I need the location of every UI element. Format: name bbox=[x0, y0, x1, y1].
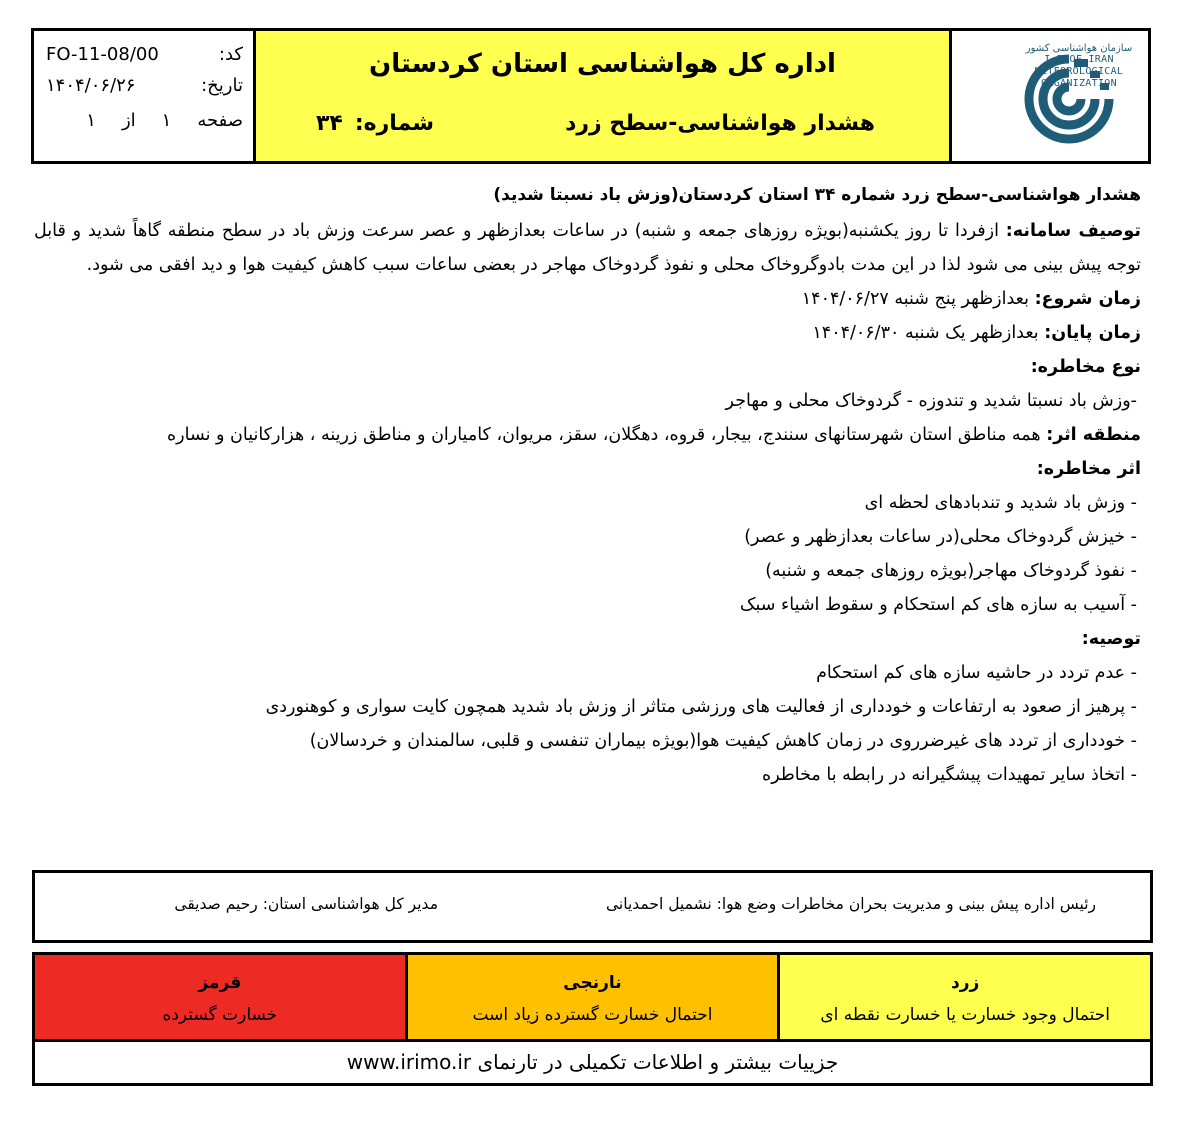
end-value: بعدازظهر یک شنبه ۱۴۰۴/۰۶/۳۰ bbox=[812, 323, 1039, 343]
legend-yellow bbox=[780, 955, 1150, 1039]
forecast-head-signature: رئیس اداره پیش بینی و مدیریت بحران مخاطرات وضع هوا: نشمیل احمدیانی bbox=[606, 895, 1096, 913]
effect-item: - وزش باد شدید و تندبادهای لحظه ای bbox=[864, 493, 1137, 513]
website-line: جزییات بیشتر و اطلاعات تکمیلی در تارنمای www.irimo.ir bbox=[346, 1050, 839, 1074]
area-value: همه مناطق استان شهرستانهای سنندج، بیجار، قروه، دهگلان، سقز، مریوان، کامیاران و مناطق زرینه ، هزارکانیان و نساره bbox=[167, 425, 1041, 445]
legend-orange bbox=[408, 955, 781, 1039]
advice-item: - خودداری از تردد های غیرضرروی در زمان کاهش کیفیت هوا(بویژه بیماران تنفسی و قلبی، سالمندان و خردسالان) bbox=[309, 731, 1137, 751]
hazard-type-heading bbox=[34, 350, 1141, 384]
page-total: ۱ bbox=[86, 110, 96, 131]
advice-heading bbox=[34, 622, 1141, 656]
document-header bbox=[31, 28, 1151, 164]
number-label: شماره: bbox=[354, 111, 434, 136]
warning-subject: هشدار هواشناسی-سطح زرد شماره ۳۴ استان کردستان(وزش باد نسبتا شدید) bbox=[493, 185, 1141, 205]
legend-red-desc: خسارت گسترده bbox=[162, 1005, 278, 1025]
legend-red-title: قرمز bbox=[198, 973, 242, 993]
legend-levels bbox=[35, 955, 1150, 1042]
effect-item: - آسیب به سازه های کم استحکام و سقوط اشیاء سبک bbox=[739, 595, 1137, 615]
logo-en-line3: ORGANIZATION bbox=[1041, 78, 1117, 89]
start-label: زمان شروع: bbox=[1034, 289, 1141, 309]
title-box bbox=[256, 31, 952, 161]
legend-yellow-title: زرد bbox=[951, 973, 980, 993]
code-value: FO-11-08/00 bbox=[46, 44, 159, 65]
legend-red bbox=[35, 955, 408, 1039]
document-meta-box bbox=[34, 31, 256, 161]
logo-en-line2: METEOROLOGICAL bbox=[1034, 66, 1124, 77]
warning-level-legend bbox=[32, 952, 1153, 1086]
date-row bbox=[46, 70, 243, 101]
page-current: ۱ bbox=[161, 110, 172, 131]
date-value: ۱۴۰۴/۰۶/۲۶ bbox=[46, 75, 136, 96]
affected-area bbox=[34, 418, 1141, 452]
legend-orange-desc: احتمال خسارت گسترده زیاد است bbox=[472, 1005, 713, 1025]
start-time bbox=[34, 282, 1141, 316]
end-time bbox=[34, 316, 1141, 350]
code-label: کد: bbox=[218, 44, 243, 65]
system-label: توصیف سامانه: bbox=[1005, 221, 1141, 241]
legend-orange-title: نارنجی bbox=[563, 973, 622, 993]
advice-item: - عدم تردد در حاشیه سازه های کم استحکام bbox=[816, 663, 1137, 683]
advice-label: توصیه: bbox=[1081, 629, 1141, 649]
date-label: تاریخ: bbox=[201, 75, 243, 96]
effects-label: اثر مخاطره: bbox=[1036, 459, 1141, 479]
page-of: از bbox=[121, 110, 136, 131]
system-description bbox=[34, 214, 1141, 282]
system-text: ازفردا تا روز یکشنبه(بویژه روزهای جمعه و شنبه) در ساعات بعدازظهر و عصر سرعت وزش باد در سطح منطقه گاهاً شدید و قابل توجه پیش بینی می شود لذا در این مدت بادوگروخاک محلی و نفوذ گردوخاک مهاجر در بعضی ساعات سبب کاهش کیفیت هوا و دید افقی می شود. bbox=[34, 221, 1141, 275]
warning-content bbox=[34, 178, 1141, 792]
org-title: اداره کل هواشناسی استان کردستان bbox=[369, 49, 836, 79]
legend-yellow-desc: احتمال وجود خسارت یا خسارت نقطه ای bbox=[820, 1005, 1110, 1025]
effects-heading bbox=[34, 452, 1141, 486]
code-row bbox=[46, 39, 243, 70]
director-signature: مدیر کل هواشناسی استان: رحیم صدیقی bbox=[174, 895, 438, 913]
logo-fa-text: سازمان هواشناسی کشور bbox=[1025, 43, 1133, 54]
page-row bbox=[46, 101, 243, 136]
advice-item: - پرهیز از صعود به ارتفاعات و خودداری از فعالیت های ورزشی متاثر از وزش باد شدید همچون کایت سواری و کوهنوردی bbox=[265, 697, 1137, 717]
start-value: بعدازظهر پنج شنبه ۱۴۰۴/۰۶/۲۷ bbox=[801, 289, 1029, 309]
end-label: زمان پایان: bbox=[1044, 323, 1141, 343]
logo-en-line1: I.R.OF IRAN bbox=[1044, 54, 1114, 65]
logo-text bbox=[1024, 43, 1134, 90]
advice-item: - اتخاذ سایر تمهیدات پیشگیرانه در رابطه با مخاطره bbox=[762, 765, 1137, 785]
effect-item: - خیزش گردوخاک محلی(در ساعات بعدازظهر و عصر) bbox=[744, 527, 1137, 547]
warning-title: هشدار هواشناسی-سطح زرد bbox=[565, 111, 875, 136]
number-value: ۳۴ bbox=[316, 111, 343, 136]
area-label: منطقه اثر: bbox=[1046, 425, 1141, 445]
effect-item: - نفوذ گردوخاک مهاجر(بویژه روزهای جمعه و شنبه) bbox=[765, 561, 1137, 581]
warning-number bbox=[316, 111, 434, 136]
page-label: صفحه bbox=[197, 110, 243, 131]
signature-box bbox=[32, 870, 1153, 943]
logo-box bbox=[952, 31, 1148, 161]
hazard-type-label: نوع مخاطره: bbox=[1030, 357, 1141, 377]
hazard-type-value: -وزش باد نسبتا شدید و تندوزه - گردوخاک محلی و مهاجر bbox=[725, 391, 1137, 411]
